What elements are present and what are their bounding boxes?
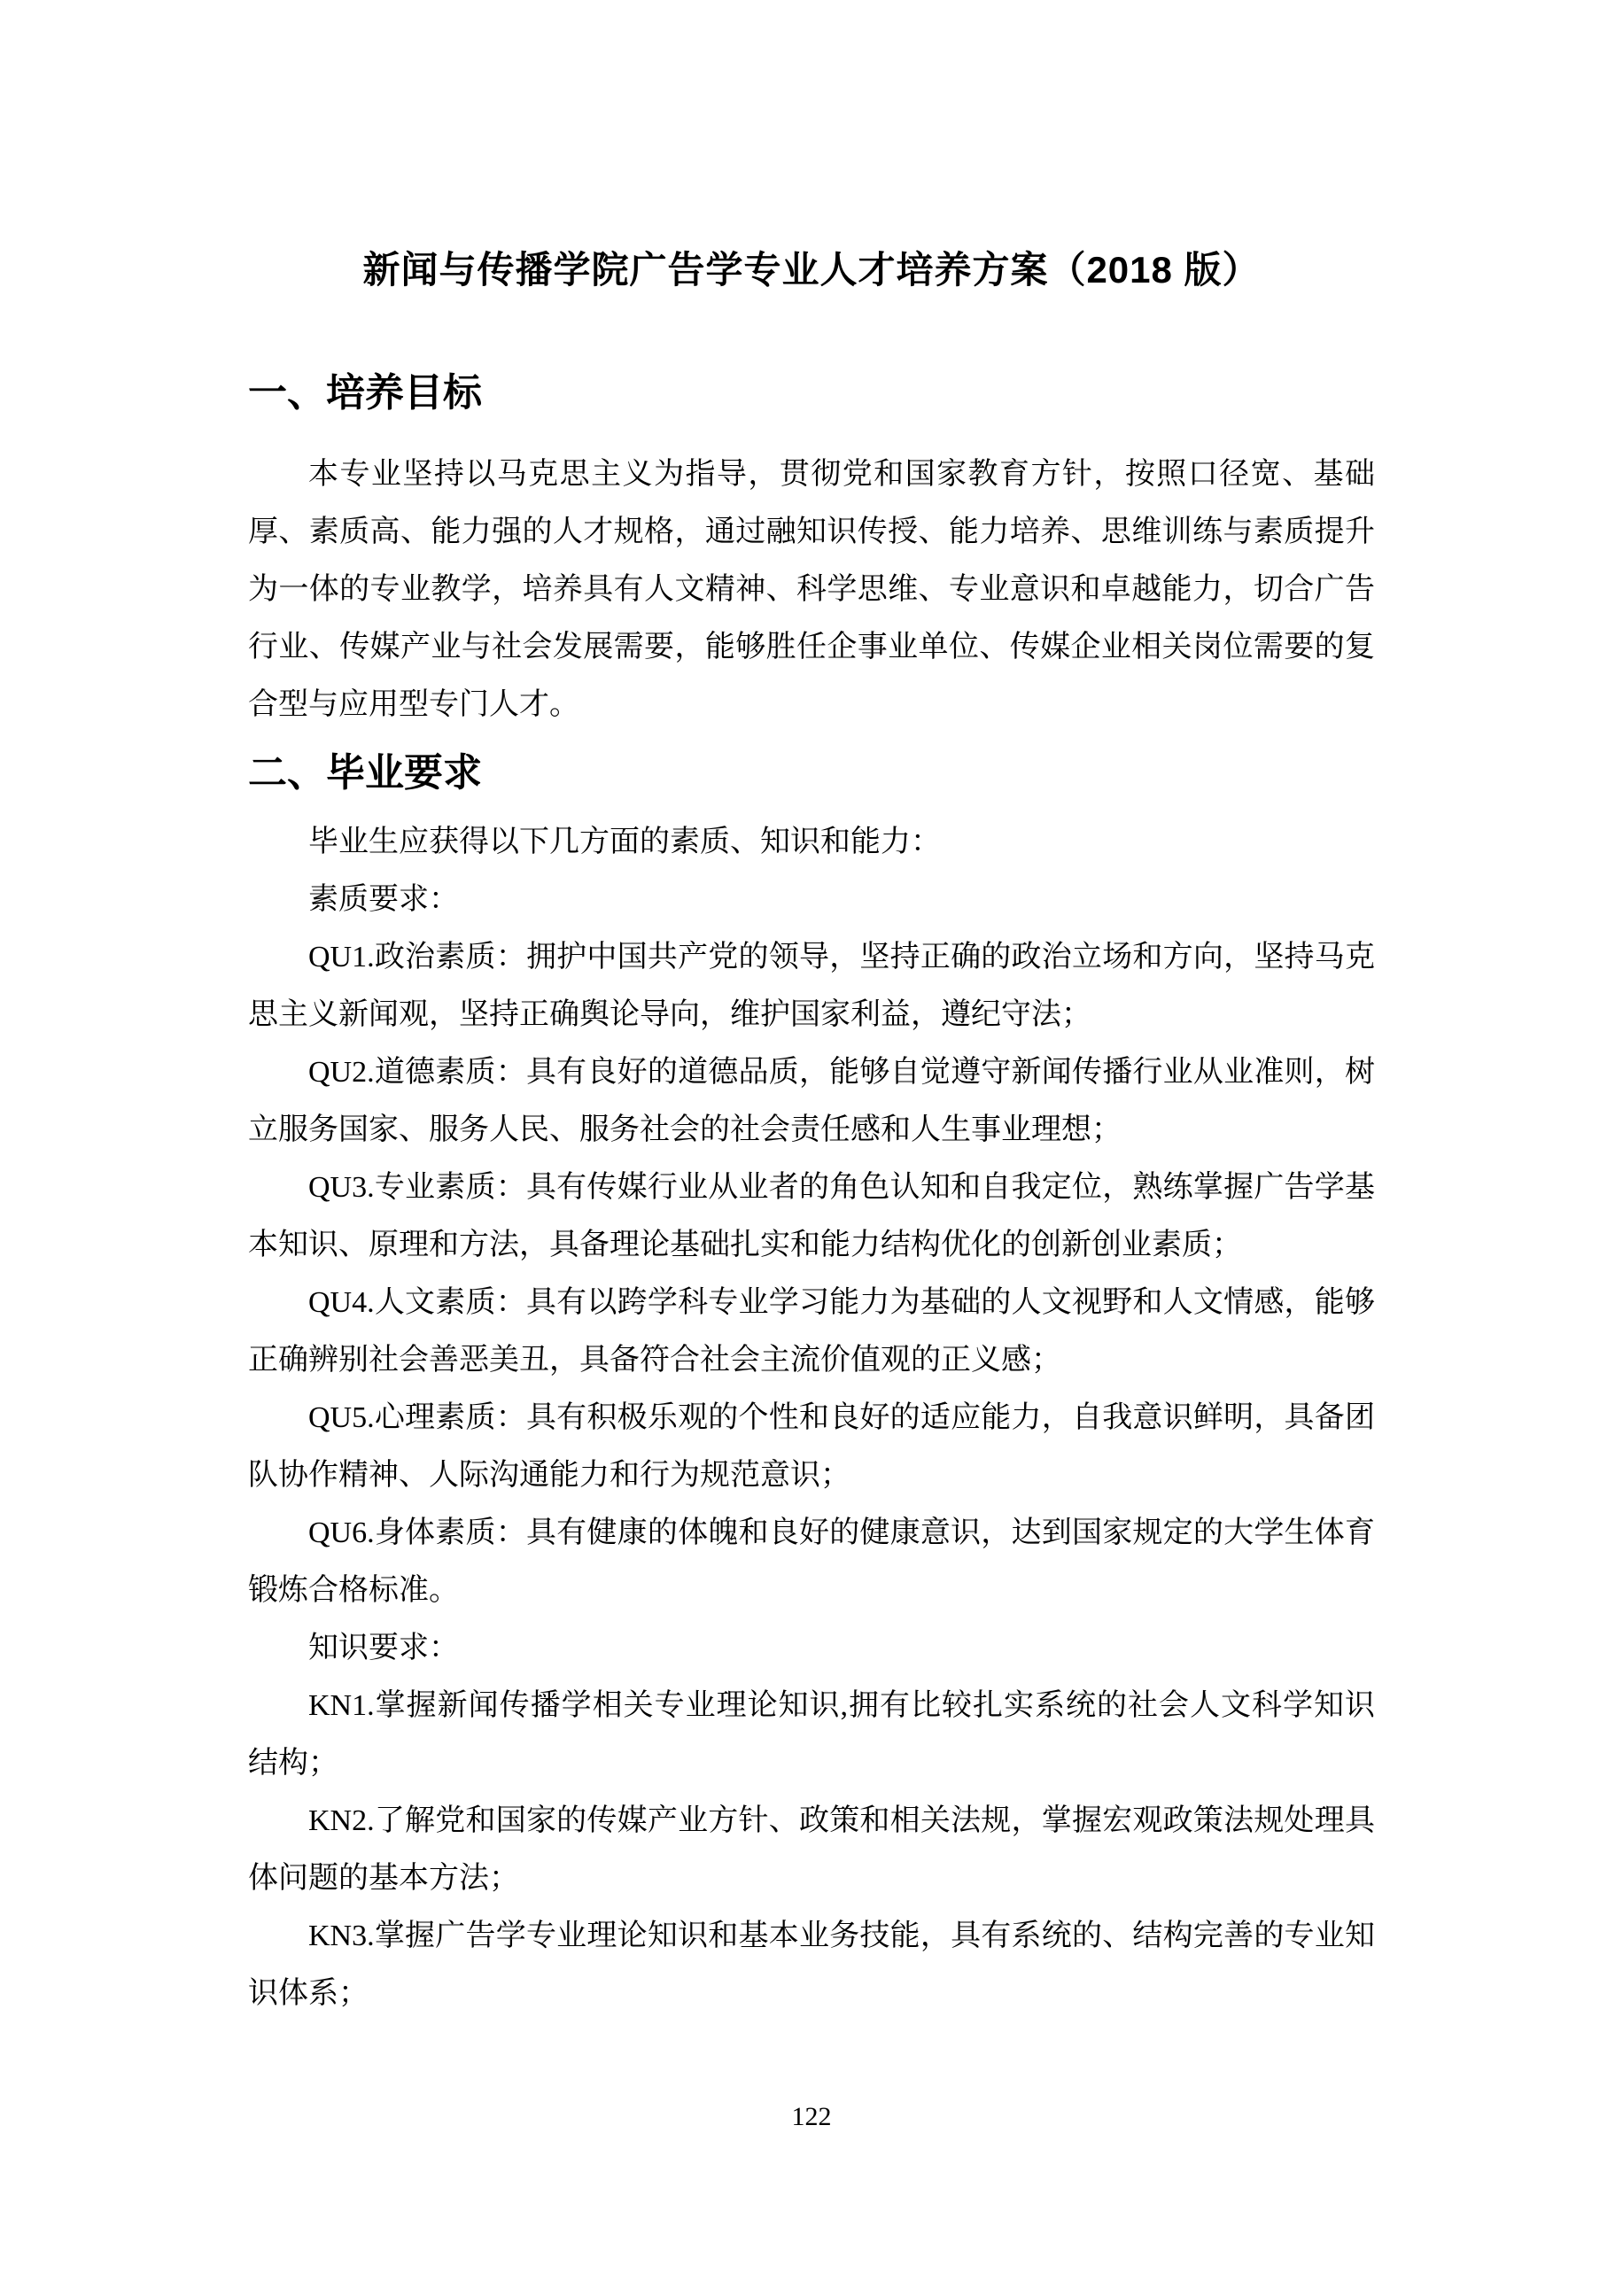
paragraph-kn1: KN1.掌握新闻传播学相关专业理论知识,拥有比较扎实系统的社会人文科学知识结构； — [248, 1689, 1375, 1780]
paragraph-knowledge-requirements-label: 知识要求： — [308, 1632, 459, 1664]
paragraph-qu3: QU3.专业素质：具有传媒行业从业者的角色认知和自我定位，熟练掌握广告学基本知识、原理和方法，具备理论基础扎实和能力结构优化的创新创业素质； — [248, 1171, 1375, 1261]
paragraph-training-objectives: 本专业坚持以马克思主义为指导，贯彻党和国家教育方针，按照口径宽、基础厚、素质高、能力强的人才规格，通过融知识传授、能力培养、思维训练与素质提升为一体的专业教学，培养具有人文精神、科学思维、专业意识和卓越能力，切合广告行业、传媒产业与社会发展需要，能够胜任企事业单位、传媒企业相关岗位需要的复合型与应用型专门人才。 — [248, 458, 1375, 721]
paragraph-quality-requirements-label: 素质要求： — [308, 883, 459, 916]
section-heading-training-objectives: 一、培养目标 — [248, 371, 482, 415]
paragraph-qu6: QU6.身体素质：具有健康的体魄和良好的健康意识，达到国家规定的大学生体育锻炼合格标准。 — [248, 1516, 1375, 1607]
paragraph-qu2: QU2.道德素质：具有良好的道德品质，能够自觉遵守新闻传播行业从业准则，树立服务国家、服务人民、服务社会的社会责任感和人生事业理想； — [248, 1056, 1375, 1146]
paragraph-qu4: QU4.人文素质：具有以跨学科专业学习能力为基础的人文视野和人文情感，能够正确辨别社会善恶美丑，具备符合社会主流价值观的正义感； — [248, 1286, 1375, 1377]
paragraph-kn2: KN2.了解党和国家的传媒产业方针、政策和相关法规，掌握宏观政策法规处理具体问题的基本方法； — [248, 1804, 1375, 1895]
section-heading-graduation-requirements: 二、毕业要求 — [248, 751, 482, 795]
paragraph-kn3: KN3.掌握广告学专业理论知识和基本业务技能，具有系统的、结构完善的专业知识体系； — [248, 1920, 1375, 2010]
page-number: 122 — [791, 2102, 832, 2131]
paragraph-qu5: QU5.心理素质：具有积极乐观的个性和良好的适应能力，自我意识鲜明，具备团队协作精神、人际沟通能力和行为规范意识； — [248, 1401, 1375, 1492]
document-title: 新闻与传播学院广告学专业人才培养方案（2018 版） — [362, 249, 1261, 291]
paragraph-qu1: QU1.政治素质：拥护中国共产党的领导，坚持正确的政治立场和方向，坚持马克思主义新闻观，坚持正确舆论导向，维护国家利益，遵纪守法； — [248, 941, 1375, 1031]
paragraph-requirements-intro: 毕业生应获得以下几方面的素质、知识和能力： — [308, 826, 941, 858]
